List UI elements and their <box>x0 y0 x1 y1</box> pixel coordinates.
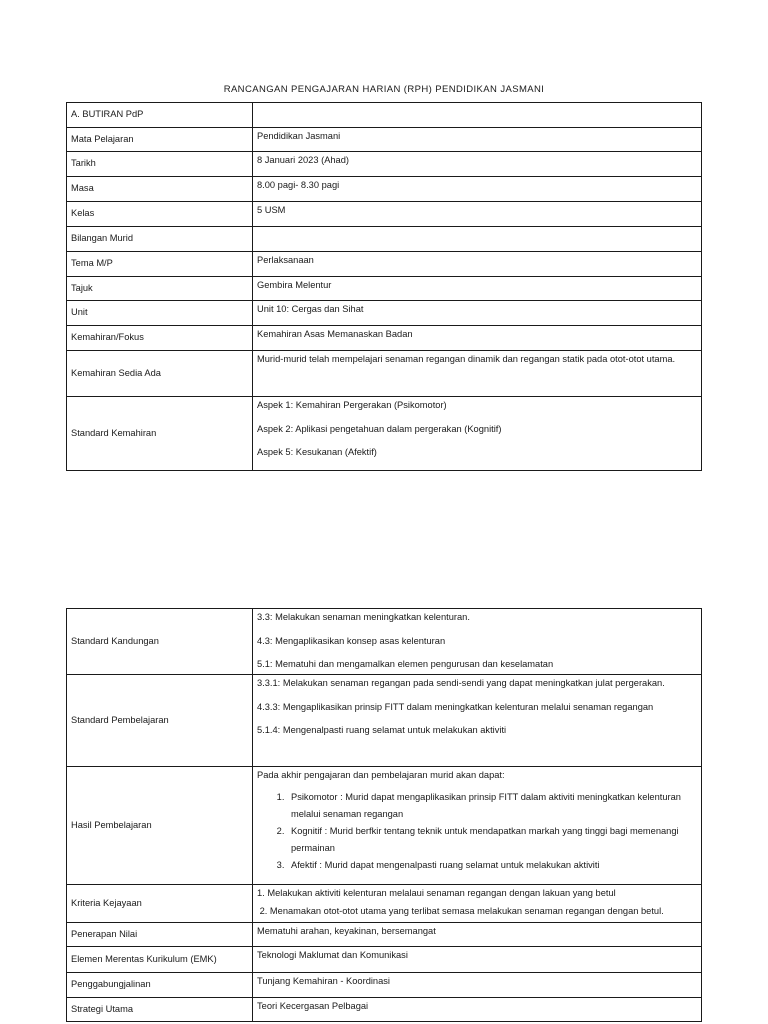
list-item: 2. Kognitif : Murid berfkir tentang teknik untuk mendapatkan markah yang tinggi bagi memenangi permainan <box>287 823 697 857</box>
row-value-list <box>253 397 702 471</box>
list-item: 3.3: Melakukan senaman meningkatkan kelenturan. <box>257 612 470 622</box>
table-row <box>67 177 702 202</box>
row-label: Kemahiran Sedia Ada <box>67 351 253 397</box>
page-title: RANCANGAN PENGAJARAN HARIAN (RPH) PENDIDIKAN JASMANI <box>223 84 545 95</box>
row-value-list <box>253 609 702 675</box>
row-value: Tunjang Kemahiran - Koordinasi <box>253 973 702 998</box>
table-row <box>67 301 702 326</box>
numbered-list <box>257 789 697 875</box>
list-item: 5.1: Mematuhi dan mengamalkan elemen pengurusan dan keselamatan <box>257 659 554 670</box>
row-value <box>253 227 702 252</box>
row-value: Teknologi Maklumat dan Komunikasi <box>253 947 702 973</box>
row-label: Standard Pembelajaran <box>67 675 253 767</box>
table-row <box>67 202 702 227</box>
row-label: Elemen Merentas Kurikulum (EMK) <box>67 947 253 973</box>
list-item: Aspek 2: Aplikasi pengetahuan dalam pergerakan (Kognitif) <box>257 423 502 434</box>
row-value: Murid-murid telah mempelajari senaman regangan dinamik dan regangan statik pada otot-otot utama. <box>253 351 702 397</box>
table-row <box>67 326 702 351</box>
list-item: 4.3.3: Mengaplikasikan prinsip FITT dalam meningkatkan kelenturan melalui senaman regangan <box>257 701 654 712</box>
row-label: Hasil Pembelajaran <box>67 767 253 885</box>
row-value: Unit 10: Cergas dan Sihat <box>253 301 702 326</box>
table-row <box>67 973 702 998</box>
table-row <box>67 675 702 767</box>
row-value: Kemahiran Asas Memanaskan Badan <box>253 326 702 351</box>
row-label: Standard Kemahiran <box>67 397 253 471</box>
table-row <box>67 252 702 277</box>
row-value-list <box>253 767 702 885</box>
row-label: Bilangan Murid <box>67 227 253 252</box>
table-row <box>67 998 702 1022</box>
row-value: 8 Januari 2023 (Ahad) <box>253 152 702 177</box>
row-label: Penerapan Nilai <box>67 923 253 947</box>
standards-table <box>66 608 702 1022</box>
table-header-row <box>67 103 702 128</box>
list-item: Aspek 1: Kemahiran Pergerakan (Psikomotor) <box>257 400 447 410</box>
row-label: Kemahiran/Fokus <box>67 326 253 351</box>
list-item: 3. Afektif : Murid dapat mengenalpasti ruang selamat untuk melakukan aktiviti <box>287 857 697 874</box>
row-label: Tema M/P <box>67 252 253 277</box>
table-row <box>67 152 702 177</box>
list-item: 3.3.1: Melakukan senaman regangan pada sendi-sendi yang dapat meningkatkan julat pergerakan. <box>257 678 665 688</box>
row-value-list <box>253 885 702 923</box>
row-label: Standard Kandungan <box>67 609 253 675</box>
list-item: 1. Melakukan aktiviti kelenturan melalaui senaman regangan dengan lakuan yang betul <box>257 888 616 898</box>
row-label: Kriteria Kejayaan <box>67 885 253 923</box>
table-row <box>67 277 702 301</box>
row-value: Mematuhi arahan, keyakinan, bersemangat <box>253 923 702 947</box>
row-label: Kelas <box>67 202 253 227</box>
row-label: Masa <box>67 177 253 202</box>
list-item: 5.1.4: Mengenalpasti ruang selamat untuk melakukan aktiviti <box>257 725 507 736</box>
table-row <box>67 767 702 885</box>
table-row <box>67 128 702 152</box>
list-item: Aspek 5: Kesukanan (Afektif) <box>257 447 377 458</box>
list-item: 1. Psikomotor : Murid dapat mengaplikasikan prinsip FITT dalam aktiviti meningkatkan kelenturan melalui senaman regangan <box>287 789 697 823</box>
row-value: Pendidikan Jasmani <box>253 128 702 152</box>
row-value-list <box>253 675 702 767</box>
row-value: Teori Kecergasan Pelbagai <box>253 998 702 1022</box>
table-row <box>67 947 702 973</box>
table-row <box>67 923 702 947</box>
row-value: Perlaksanaan <box>253 252 702 277</box>
section-heading: A. BUTIRAN PdP <box>67 103 253 128</box>
row-label: Penggabungjalinan <box>67 973 253 998</box>
row-value: Gembira Melentur <box>253 277 702 301</box>
table-row <box>67 227 702 252</box>
list-intro: Pada akhir pengajaran dan pembelajaran murid akan dapat: <box>257 770 505 780</box>
row-label: Strategi Utama <box>67 998 253 1022</box>
table-row <box>67 609 702 675</box>
details-table <box>66 102 702 471</box>
list-item: 2. Menamakan otot-otot utama yang terlibat semasa melakukan senaman regangan dengan betul. <box>257 905 664 916</box>
section-heading-value <box>253 103 702 128</box>
table-row <box>67 351 702 397</box>
table-row <box>67 397 702 471</box>
row-label: Tajuk <box>67 277 253 301</box>
table-row <box>67 885 702 923</box>
row-value: 5 USM <box>253 202 702 227</box>
row-label: Mata Pelajaran <box>67 128 253 152</box>
row-label: Tarikh <box>67 152 253 177</box>
list-item: 4.3: Mengaplikasikan konsep asas kelenturan <box>257 635 446 646</box>
row-label: Unit <box>67 301 253 326</box>
row-value: 8.00 pagi- 8.30 pagi <box>253 177 702 202</box>
